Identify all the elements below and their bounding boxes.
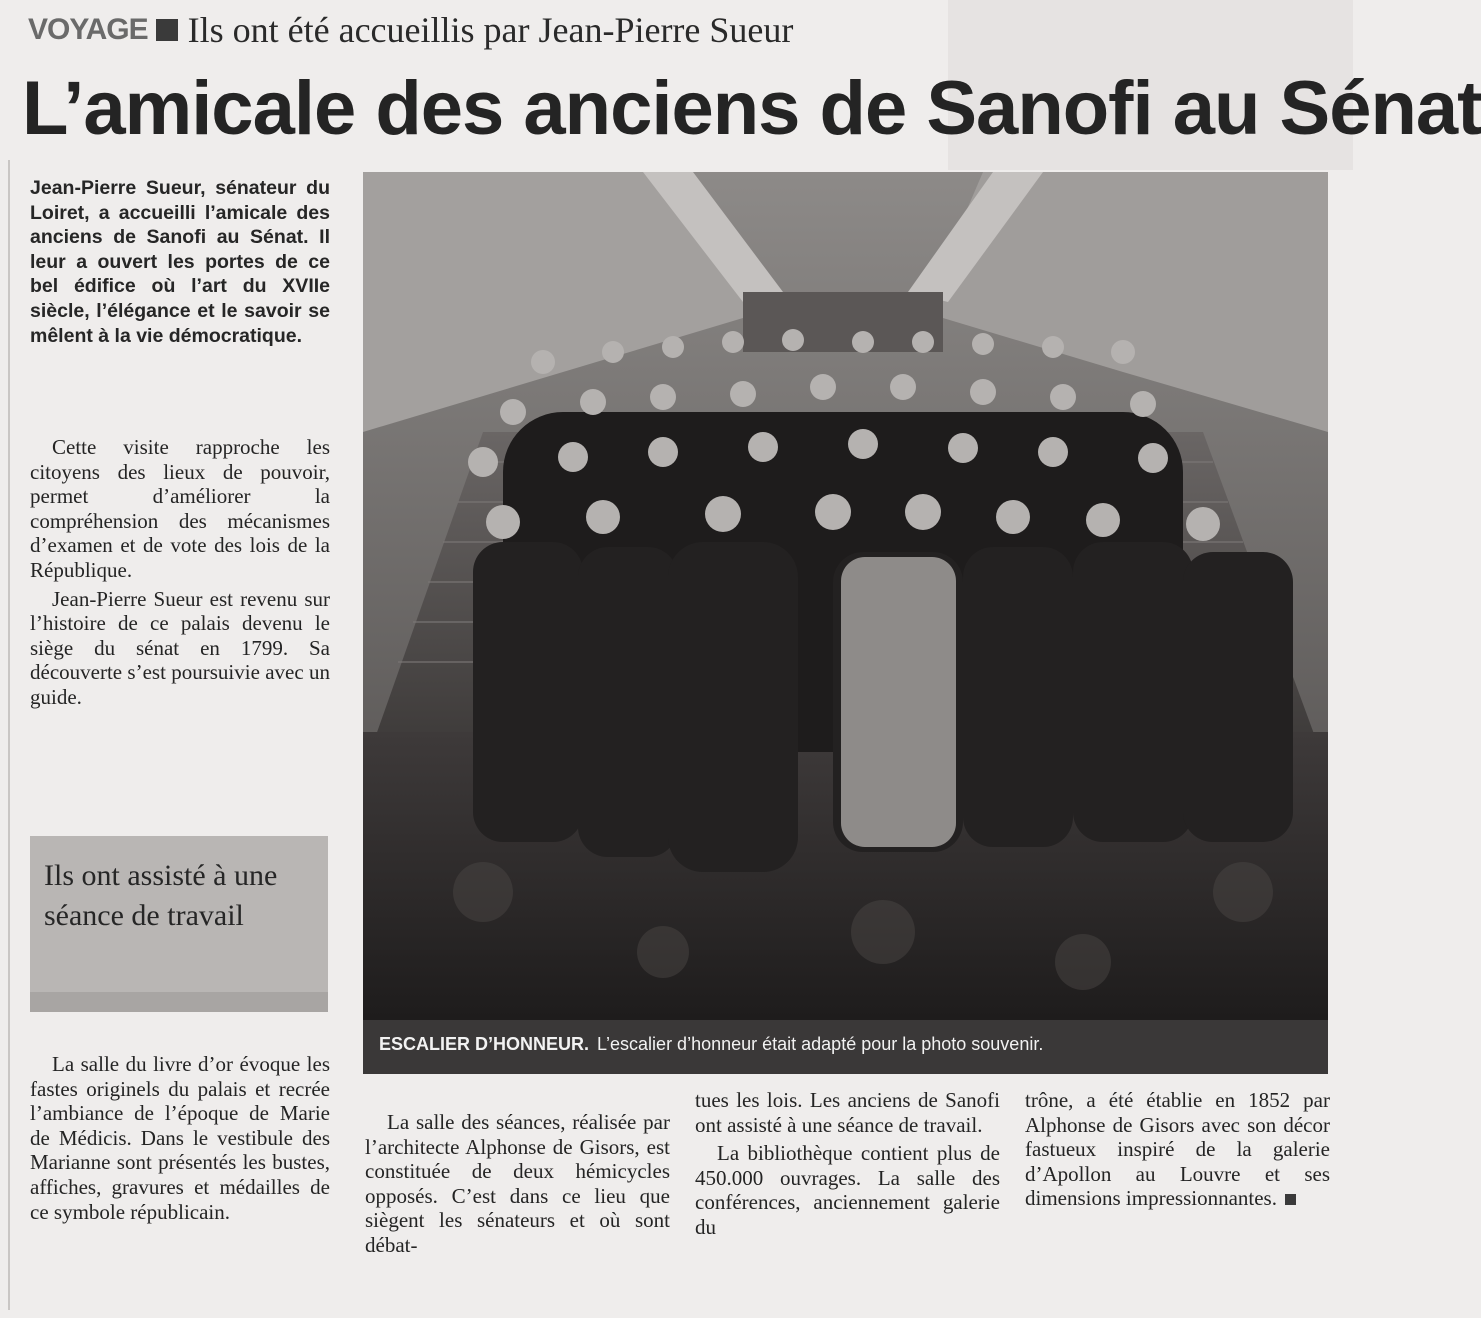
- lead-text: Jean-Pierre Sueur, sénateur du Loiret, a accueilli l’amicale des anciens de Sanofi au Sénat. Il leur a ouvert les portes de ce bel édifice où l’art du XVIIe siècle, l’élégance et le savoir se mêlent à la vie démocratique.: [30, 177, 330, 347]
- body-column-2: [30, 1052, 330, 1224]
- paragraph-text: trône, a été établie en 1852 par Alphonse de Gisors avec son décor fastueux inspiré de la galerie d’Apollon au Louvre et ses dimensions impressionnantes.: [1025, 1088, 1330, 1211]
- body-column-4: [695, 1088, 1000, 1240]
- group-photo-illustration: [363, 172, 1328, 1020]
- paragraph: Jean-Pierre Sueur est revenu sur l’histoire de ce palais devenu le siège du sénat en 1799. Sa découverte s’est poursuivie avec un guide.: [30, 586, 330, 709]
- body-column-3: [365, 1110, 670, 1258]
- lead-paragraph: [30, 176, 330, 348]
- paragraph: La salle des séances, réalisée par l’architecte Alphonse de Gisors, est constituée de deux hémicycles opposés. C’est dans ce lieu que siègent les sénateurs et où sont débat-: [365, 1110, 670, 1257]
- body-column-5: [1025, 1088, 1330, 1211]
- caption-label: ESCALIER D’HONNEUR.: [379, 1034, 590, 1054]
- column-rule: [8, 160, 10, 1310]
- subhead-box: [30, 836, 328, 1012]
- box-shade: [30, 992, 328, 1012]
- paragraph: La bibliothèque contient plus de 450.000 ouvrages. La salle des conférences, anciennement galerie du: [695, 1141, 1000, 1239]
- section-label: VOYAGE: [28, 13, 148, 46]
- paragraph: Cette visite rapproche les citoyens des lieux de pouvoir, permet d’améliorer la compréhension des mécanismes d’examen et de vote des lois de la République.: [30, 435, 330, 582]
- kicker: [28, 8, 793, 52]
- group-photo: [363, 172, 1328, 1074]
- caption-text: L’escalier d’honneur était adapté pour la photo souvenir.: [597, 1034, 1044, 1054]
- headline: L’amicale des anciens de Sanofi au Sénat: [22, 66, 1481, 151]
- square-bullet-icon: [156, 19, 178, 41]
- paragraph: [1025, 1088, 1330, 1211]
- paragraph: La salle du livre d’or évoque les fastes originels du palais et recrée l’ambiance de l’époque de Marie de Médicis. Dans le vestibule des Marianne sont présentés les bustes, affiches, gravures et médailles de ce symbole républicain.: [30, 1052, 330, 1224]
- paragraph: tues les lois. Les anciens de Sanofi ont assisté à une séance de travail.: [695, 1088, 1000, 1137]
- body-column-1: [30, 435, 330, 710]
- caption-bar: [363, 1020, 1328, 1074]
- photo-caption: [379, 1034, 1319, 1055]
- end-mark-icon: [1285, 1194, 1296, 1205]
- subtitle: Ils ont été accueillis par Jean-Pierre Sueur: [187, 10, 794, 50]
- subhead-title: Ils ont assisté à une séance de travail: [44, 859, 278, 932]
